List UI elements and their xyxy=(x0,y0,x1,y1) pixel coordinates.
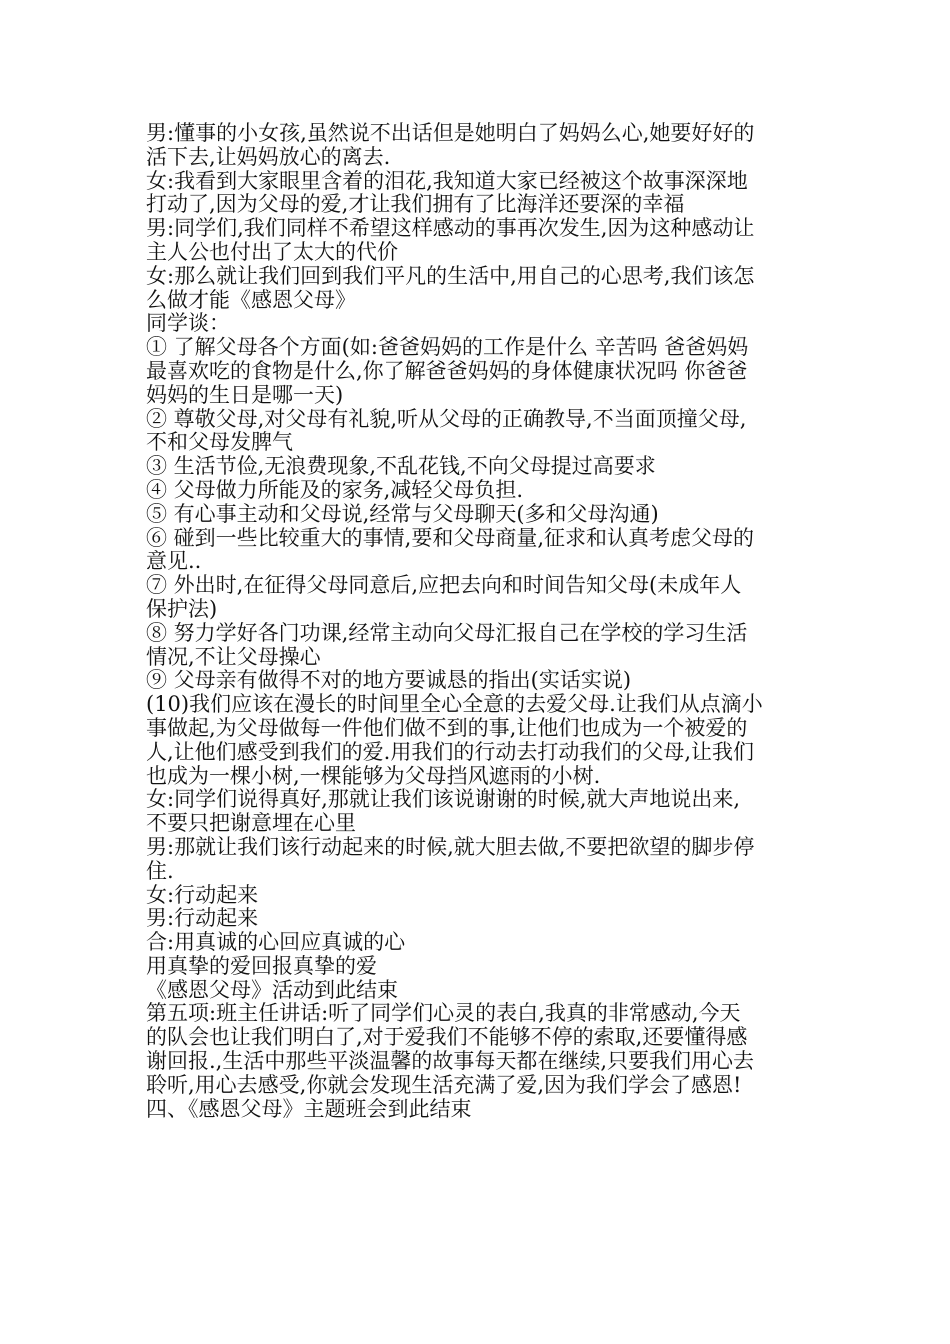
list-item-continuation: 不和父母发脾气 xyxy=(146,430,293,455)
list-item: (10)我们应该在漫长的时间里全心全意的去爱父母.让我们从点滴小 xyxy=(146,692,763,717)
list-item: ③ 生活节俭,无浪费现象,不乱花钱,不向父母提过高要求 xyxy=(146,454,656,479)
list-item: ④ 父母做力所能及的家务,减轻父母负担. xyxy=(146,477,524,502)
text-line: 第五项:班主任讲话:听了同学们心灵的表白,我真的非常感动,今天 xyxy=(146,1001,741,1026)
list-item-continuation: 也成为一棵小树,一棵能够为父母挡风遮雨的小树. xyxy=(146,763,601,788)
section-heading: 同学谈： xyxy=(146,311,230,336)
text-line: 谢回报.,生活中那些平淡温馨的故事每天都在继续,只要我们用心去 xyxy=(146,1049,755,1074)
list-item-continuation: 妈妈的生日是哪一天) xyxy=(146,382,344,407)
list-item: ① 了解父母各个方面(如:爸爸妈妈的工作是什么 辛苦吗 爸爸妈妈 xyxy=(146,335,749,360)
text-line: 男:同学们,我们同样不希望这样感动的事再次发生,因为这种感动让 xyxy=(146,216,755,241)
text-line: 不要只把谢意埋在心里 xyxy=(146,811,356,836)
text-line: 女:我看到大家眼里含着的泪花,我知道大家已经被这个故事深深地 xyxy=(146,168,748,193)
list-item: ⑦ 外出时,在征得父母同意后,应把去向和时间告知父母(未成年人 xyxy=(146,573,742,598)
list-item: ⑥ 碰到一些比较重大的事情,要和父母商量,征求和认真考虑父母的 xyxy=(146,525,755,550)
list-item: ⑧ 努力学好各门功课,经常主动向父母汇报自己在学校的学习生活 xyxy=(146,620,748,645)
text-line: 女:同学们说得真好,那就让我们该说谢谢的时候,就大声地说出来, xyxy=(146,787,741,812)
closing-line: 四、《感恩父母》主题班会到此结束 xyxy=(146,1096,472,1121)
list-item-continuation: 事做起,为父母做每一件他们做不到的事,让他们也成为一个被爱的 xyxy=(146,715,748,740)
list-item: ⑤ 有心事主动和父母说,经常与父母聊天(多和父母沟通) xyxy=(146,501,659,526)
list-item-continuation: 人,让他们感受到我们的爱.用我们的行动去打动我们的父母,让我们 xyxy=(146,739,755,764)
text-line: 女:行动起来 xyxy=(146,882,259,907)
list-item: ② 尊敬父母,对父母有礼貌,听从父母的正确教导,不当面顶撞父母, xyxy=(146,406,747,431)
text-line: 聆听,用心去感受,你就会发现生活充满了爱,因为我们学会了感恩! xyxy=(146,1072,742,1097)
list-item: ⑨ 父母亲有做得不对的地方要诚恳的指出(实话实说) xyxy=(146,668,632,693)
text-line: 男:那就让我们该行动起来的时候,就大胆去做,不要把欲望的脚步停 xyxy=(146,834,755,859)
text-line: 合:用真诚的心回应真诚的心 xyxy=(146,930,406,955)
text-line: 用真挚的爱回报真挚的爱 xyxy=(146,953,377,978)
text-line: 的队会也让我们明白了,对于爱我们不能够不停的索取,还要懂得感 xyxy=(146,1025,748,1050)
text-line: 《感恩父母》活动到此结束 xyxy=(146,977,398,1002)
text-line: 主人公也付出了太大的代价 xyxy=(146,239,398,264)
text-line: 么做才能《感恩父母》 xyxy=(146,287,356,312)
list-item-continuation: 意见.. xyxy=(146,549,202,574)
text-line: 打动了,因为父母的爱,才让我们拥有了比海洋还要深的幸福 xyxy=(146,192,685,217)
text-line: 男:行动起来 xyxy=(146,906,259,931)
text-line: 活下去,让妈妈放心的离去. xyxy=(146,144,391,169)
list-item-continuation: 保护法) xyxy=(146,596,218,621)
document-body xyxy=(146,122,814,1121)
list-item-continuation: 最喜欢吃的食物是什么,你了解爸爸妈妈的身体健康状况吗 你爸爸 xyxy=(146,358,748,383)
list-item-continuation: 情况,不让父母操心 xyxy=(146,644,321,669)
text-line: 住. xyxy=(146,858,174,883)
text-line: 女:那么就让我们回到我们平凡的生活中,用自己的心思考,我们该怎 xyxy=(146,263,755,288)
text-line: 男:懂事的小女孩,虽然说不出话但是她明白了妈妈么心,她要好好的 xyxy=(146,121,755,145)
